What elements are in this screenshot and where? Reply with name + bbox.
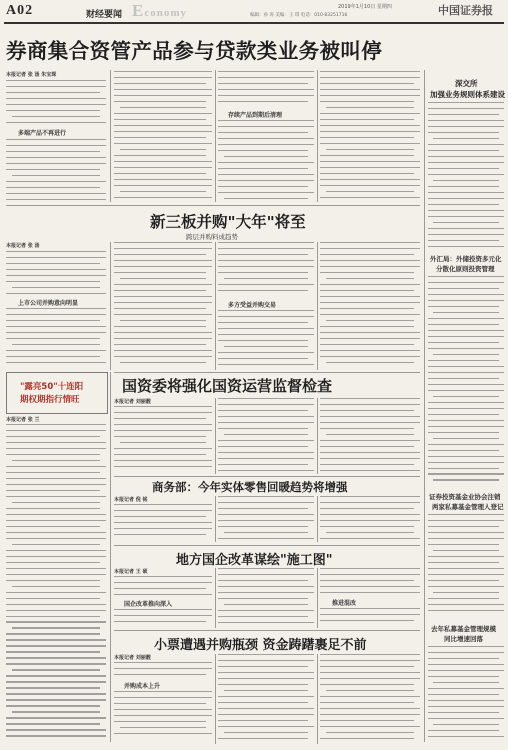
story6-body-1 (114, 662, 212, 680)
story2-body-4 (218, 242, 314, 298)
column-rule (317, 496, 318, 542)
story3-byline: 本报记者 刘丽靓 (114, 399, 151, 405)
boxed-body (6, 424, 106, 742)
sidebar-bottom-headline-2: 同比增速回落 (444, 635, 483, 643)
column-rule (110, 242, 111, 370)
sidebar-low-headline-1: 证券投资基金业协会注销 (429, 493, 501, 501)
story2-body-1 (6, 251, 106, 297)
sidebar-top-headline: 加强业务规则体系建设 (430, 90, 505, 99)
boxed-title-2: 期权期指行情旺 (20, 395, 80, 405)
story4-body-2 (218, 496, 314, 542)
story5-body-4 (320, 568, 420, 596)
column-rule (317, 70, 318, 202)
issue-date: 2019年1月10日 星期四 (338, 4, 392, 10)
story2-subhead: 跨层并购料成趋势 (186, 233, 238, 241)
story3-body-3 (320, 398, 420, 474)
story5-body-1 (114, 576, 212, 598)
column-rule (110, 372, 111, 742)
sidebar-bottom-headline-1: 去年私募基金管理规模 (431, 625, 496, 633)
story6-byline: 本报记者 刘丽靓 (114, 655, 151, 661)
section-english: Economy (132, 1, 188, 20)
story6-inner-subhead-1: 并购成本上升 (124, 683, 161, 690)
column-rule (317, 398, 318, 474)
column-rule (215, 398, 216, 474)
lead-body-5 (218, 120, 314, 202)
sidebar-top-kicker: 深交所 (455, 79, 478, 88)
column-rule (215, 654, 216, 744)
story4-body-1 (114, 504, 212, 542)
story3-body-2 (218, 398, 314, 474)
lead-body-6 (320, 71, 420, 203)
editors-line: 编辑：孙 涛 美编：王 琪 电话：010-83251716 (250, 13, 348, 18)
story5-inner-subhead-2: 推进混改 (332, 600, 357, 607)
story2-body-2 (6, 308, 106, 368)
column-rule (215, 242, 216, 370)
lead-subhead-2: 存续产品到期后清理 (228, 112, 283, 119)
page-number: A02 (6, 3, 34, 18)
story5-body-5 (320, 608, 420, 628)
story4-headline: 商务部：今年实体零售回暖趋势将增强 (152, 480, 348, 494)
section-rule (114, 630, 420, 631)
story6-body-3 (218, 654, 314, 744)
column-rule (215, 568, 216, 628)
column-rule (317, 242, 318, 370)
story3-headline: 国资委将强化国资运营监督检查 (122, 377, 333, 395)
section-rule (114, 545, 420, 546)
header-rule (4, 22, 504, 24)
lead-byline: 本报记者 张 汤 朱宝琛 (6, 72, 57, 78)
sidebar-rule (424, 70, 425, 742)
page-header (0, 0, 508, 22)
section-rule (114, 476, 420, 477)
sidebar-mid-headline-2: 分散化原则投资管理 (436, 265, 495, 273)
sidebar-bottom-body (428, 646, 504, 744)
story2-body-3 (114, 242, 212, 370)
story2-byline: 本报记者 张 汤 (6, 243, 40, 249)
section-rule (6, 205, 420, 206)
column-rule (317, 654, 318, 744)
boxed-byline: 本报记者 张 兰 (6, 417, 40, 423)
lead-body-3 (114, 71, 212, 203)
story4-body-3 (320, 496, 420, 542)
story2-inner-subhead-1: 上市公司并购意向明显 (18, 300, 79, 307)
story5-byline: 本报记者 王 硕 (114, 569, 148, 575)
sidebar-low-body (428, 514, 504, 620)
story4-byline: 本报记者 倪 铭 (114, 497, 148, 503)
sidebar-low-headline-2: 两家私募基金管理人登记 (432, 503, 504, 511)
story5-headline: 地方国企改革谋绘"施工图" (176, 553, 333, 568)
lead-body-4 (218, 71, 314, 109)
section-rule (114, 372, 420, 373)
lead-headline: 券商集合资管产品参与贷款类业务被叫停 (6, 39, 383, 63)
story5-inner-subhead-1: 国企改革推向深入 (124, 601, 173, 608)
story2-body-5 (218, 310, 314, 370)
lead-body-1 (6, 80, 106, 126)
sidebar-mid-body (428, 276, 504, 488)
lead-body-2 (6, 139, 106, 203)
sidebar-mid-headline-1: 外汇局：外储投资多元化 (430, 255, 502, 263)
sidebar-top-body (428, 102, 504, 252)
story6-body-2 (114, 691, 212, 743)
story6-headline: 小票遭遇并购瓶颈 资金踌躇裹足不前 (154, 638, 367, 653)
section-title: 财经要闻 (86, 10, 123, 20)
story5-body-3 (218, 568, 314, 628)
column-rule (110, 70, 111, 202)
lead-subhead-1: 多端产品不再进行 (18, 130, 67, 137)
newspaper-name: 中国证券报 (438, 4, 493, 17)
story3-body-1 (114, 406, 212, 474)
column-rule (317, 568, 318, 628)
story2-headline: 新三板并购"大年"将至 (150, 213, 306, 231)
story2-body-6 (320, 242, 420, 370)
story2-inner-subhead-2: 多方受益并购交易 (228, 302, 277, 309)
column-rule (215, 70, 216, 202)
story6-body-4 (320, 654, 420, 744)
boxed-title-1: "露亮50"十连阳 (20, 382, 84, 392)
column-rule (215, 496, 216, 542)
story5-body-2 (114, 609, 212, 627)
